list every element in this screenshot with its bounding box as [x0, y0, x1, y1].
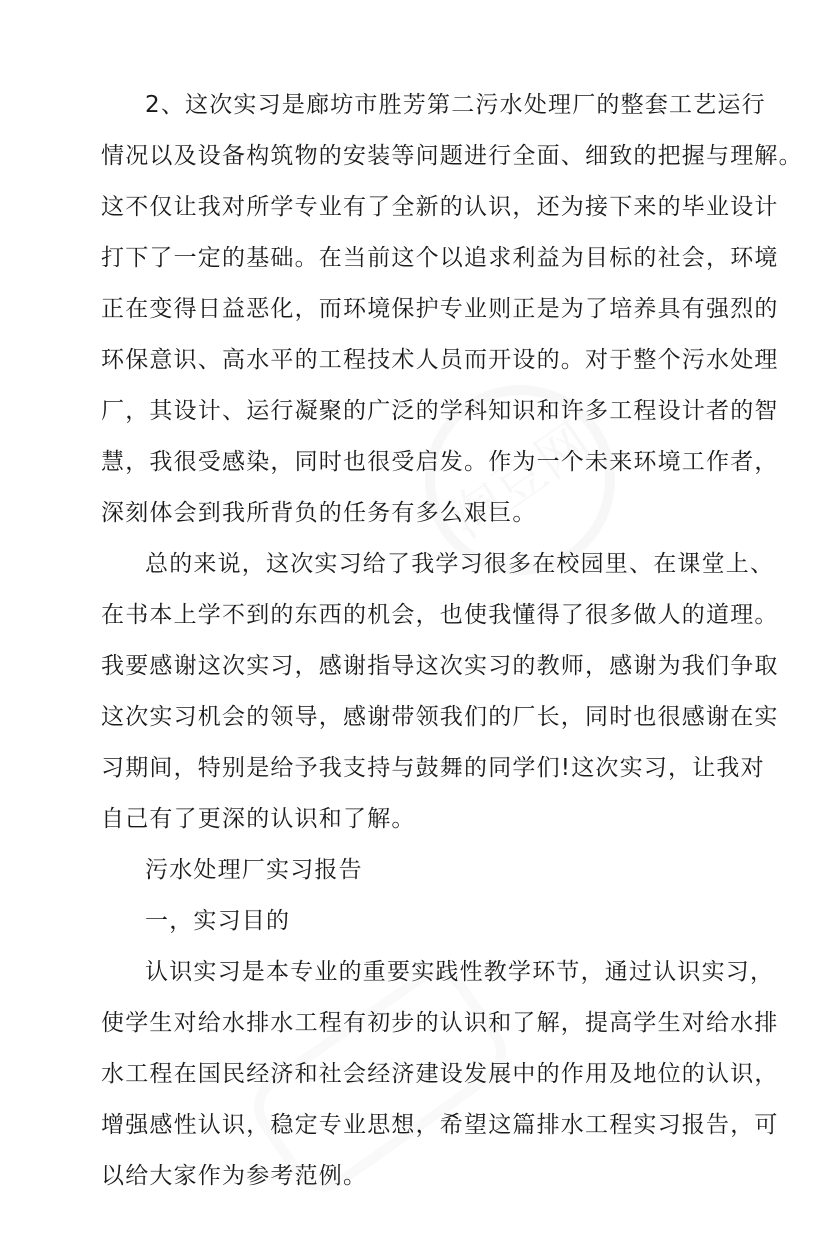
paragraph-2-line-6: 自己有了更深的认识和了解。 [101, 806, 416, 832]
paragraph-1-line-7: 厂，其设计、运行凝聚的广泛的学科知识和许多工程设计者的智 [101, 398, 779, 424]
paragraph-2-line-3: 我要感谢这次实习，感谢指导这次实习的教师，感谢为我们争取 [101, 653, 779, 679]
paragraph-1-line-3: 这不仅让我对所学专业有了全新的认识，还为接下来的毕业设计 [101, 194, 779, 220]
paragraph-1-line-1: 2、这次实习是廊坊市胜芳第二污水处理厂的整套工艺运行 [145, 92, 766, 118]
paragraph-1-line-4: 打下了一定的基础。在当前这个以追求利益为目标的社会，环境 [101, 245, 779, 271]
paragraph-1-line-8: 慧，我很受感染，同时也很受启发。作为一个未来环境工作者， [101, 449, 779, 475]
watermark-text: 淘豆网 [439, 411, 602, 551]
paragraph-1-line-9: 深刻体会到我所背负的任务有多么艰巨。 [101, 500, 537, 526]
paragraph-3-line-4: 增强感性认识，稳定专业思想，希望这篇排水工程实习报告，可 [101, 1112, 779, 1138]
paragraph-2-line-2: 在书本上学不到的东西的机会，也使我懂得了很多做人的道理。 [101, 602, 779, 628]
paragraph-3-line-5: 以给大家作为参考范例。 [101, 1163, 368, 1189]
paragraph-1-line-2: 情况以及设备构筑物的安装等问题进行全面、细致的把握与理解。 [101, 143, 803, 169]
paragraph-2-line-5: 习期间，特别是给予我支持与鼓舞的同学们!这次实习，让我对 [101, 755, 765, 781]
report-title: 污水处理厂实习报告 [145, 857, 363, 883]
section-heading: 一，实习目的 [145, 908, 291, 934]
paragraph-3-line-1: 认识实习是本专业的重要实践性教学环节，通过认识实习， [145, 959, 775, 985]
paragraph-3-line-3: 水工程在国民经济和社会经济建设发展中的作用及地位的认识， [101, 1061, 779, 1087]
paragraph-3-line-2: 使学生对给水排水工程有初步的认识和了解，提高学生对给水排 [101, 1010, 779, 1036]
paragraph-1-line-5: 正在变得日益恶化，而环境保护专业则正是为了培养具有强烈的 [101, 296, 779, 322]
paragraph-1-line-6: 环保意识、高水平的工程技术人员而开设的。对于整个污水处理 [101, 347, 779, 373]
paragraph-2-line-1: 总的来说，这次实习给了我学习很多在校园里、在课堂上、 [145, 551, 775, 577]
paragraph-2-line-4: 这次实习机会的领导，感谢带领我们的厂长，同时也很感谢在实 [101, 704, 779, 730]
